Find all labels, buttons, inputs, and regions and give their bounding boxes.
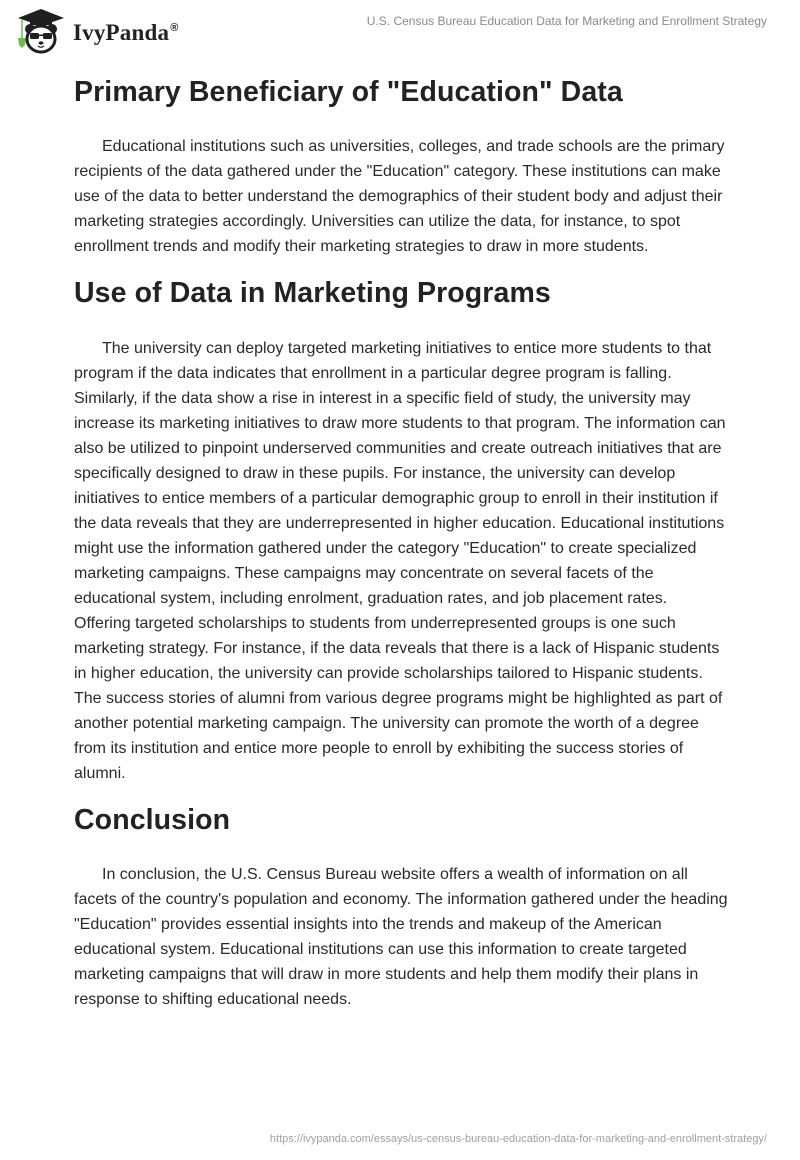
section-heading: Use of Data in Marketing Programs (74, 277, 551, 309)
section-primary-beneficiary (74, 70, 728, 259)
page-header (0, 0, 800, 60)
panda-graduate-icon (16, 8, 66, 54)
section-paragraph: Educational institutions such as universities, colleges, and trade schools are the primary recipients of the data gathered under the "Education" category. These institutions can make use of the data to better understand the demographics of their student body and adjust their marketing strategies accordingly. Universities can utilize the data, for instance, to spot enrollment trends and modify their marketing strategies to draw in more students. (74, 138, 725, 255)
section-paragraph: The university can deploy targeted marketing initiatives to entice more students to that program if the data indicates that enrollment in a particular degree program is falling. Similarly, if the data show a rise in interest in a specific field of study, the university may increase its marketing initiatives to draw more students to that program. The information can also be utilized to pinpoint underserved communities and create outreach initiatives that are specifically designed to draw in these pupils. For instance, the university can develop initiatives to entice members of a particular demographic group to enroll in their institution if the data reveals that they are underrepresented in higher education. Educational institutions might use the information gathered under the category "Education" to create specialized marketing campaigns. These campaigns may concentrate on several facets of the educational system, including enrolment, graduation rates, and job placement rates. Offering targeted scholarships to students from underrepresented groups is one such marketing strategy. For instance, if the data reveals that there is a lack of Hispanic students in higher education, the university can provide scholarships tailored to Hispanic students. The success stories of alumni from various degree programs might be highlighted as part of another potential marketing campaign. The university can promote the worth of a degree from its institution and entice more people to enroll by exhibiting the success stories of alumni. (74, 340, 726, 782)
source-url-link[interactable]: https://ivypanda.com/essays/us-census-bureau-education-data-for-marketing-and-enrollment-strategy/ (269, 1133, 767, 1145)
section-conclusion (74, 798, 728, 1012)
section-paragraph: In conclusion, the U.S. Census Bureau website offers a wealth of information on all facets of the country's population and economy. The information gathered under the heading "Education" provides essential insights into the trends and makeup of the American educational system. Educational institutions can use this information to create targeted marketing campaigns that will draw in more students and help them modify their plans in response to shifting educational needs. (74, 866, 728, 1008)
section-heading: Conclusion (74, 804, 231, 836)
section-use-of-data (74, 271, 728, 786)
section-heading: Primary Beneficiary of "Education" Data (74, 76, 623, 108)
logo-wordmark: IvyPanda® (73, 20, 179, 45)
document-title: U.S. Census Bureau Education Data for Marketing and Enrollment Strategy (366, 14, 767, 28)
ivypanda-logo[interactable] (16, 8, 179, 54)
essay-content (74, 70, 728, 1012)
